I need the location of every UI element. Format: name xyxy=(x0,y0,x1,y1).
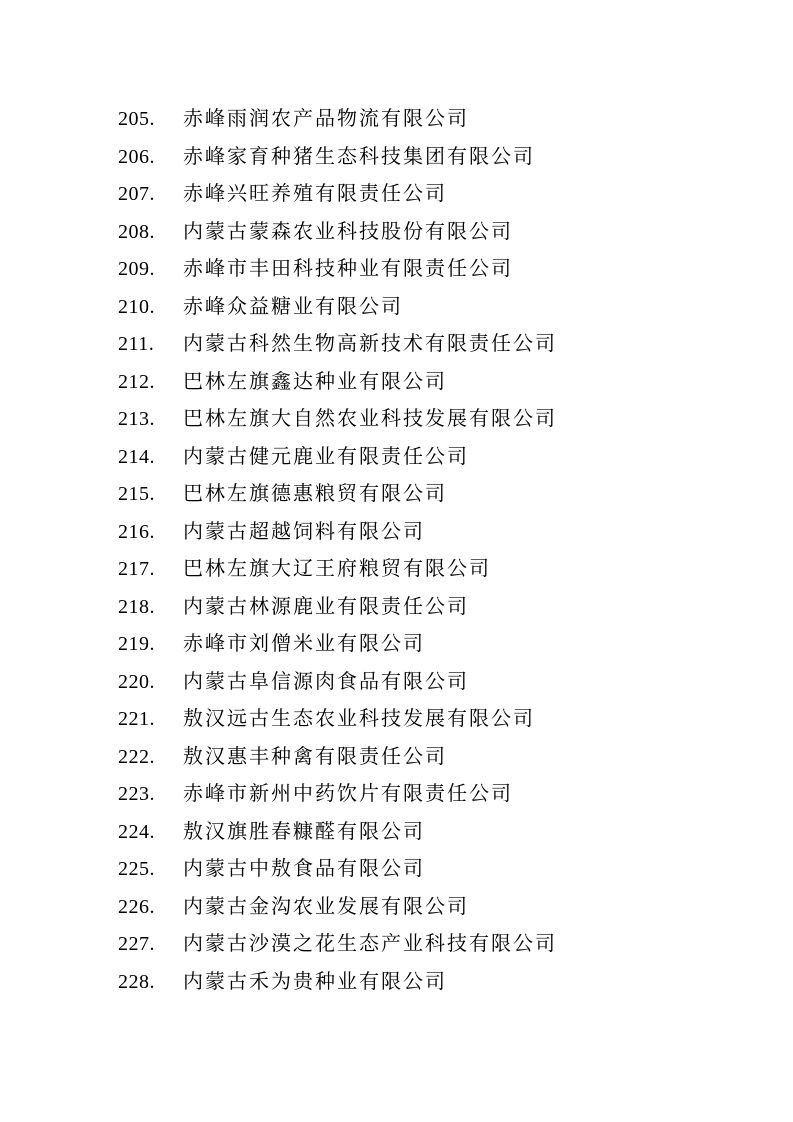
list-item xyxy=(118,101,753,139)
item-number: 210. xyxy=(118,295,155,318)
list-item xyxy=(118,289,753,327)
item-number: 224. xyxy=(118,820,155,843)
list-item xyxy=(118,739,753,777)
company-list xyxy=(118,101,753,1001)
item-number: 206. xyxy=(118,145,155,168)
item-number: 211. xyxy=(118,333,155,355)
item-number: 209. xyxy=(118,258,155,280)
company-name: 赤峰众益糖业有限公司 xyxy=(183,295,403,318)
list-item xyxy=(118,514,753,552)
list-item xyxy=(118,589,753,627)
list-item xyxy=(118,326,753,364)
list-item xyxy=(118,926,753,964)
item-number: 213. xyxy=(118,408,155,430)
item-number: 226. xyxy=(118,895,155,918)
item-number: 219. xyxy=(118,633,155,655)
item-number: 227. xyxy=(118,933,155,955)
item-number: 217. xyxy=(118,558,155,580)
item-number: 208. xyxy=(118,220,155,243)
company-name: 赤峰雨润农产品物流有限公司 xyxy=(183,108,469,130)
item-number: 205. xyxy=(118,108,155,130)
company-name: 内蒙古金沟农业发展有限公司 xyxy=(183,895,469,918)
item-number: 212. xyxy=(118,370,155,393)
list-item xyxy=(118,626,753,664)
company-name: 敖汉远古生态农业科技发展有限公司 xyxy=(183,708,535,730)
company-name: 巴林左旗鑫达种业有限公司 xyxy=(183,370,447,393)
company-name: 内蒙古科然生物高新技术有限责任公司 xyxy=(183,333,557,355)
company-name: 内蒙古阜信源肉食品有限公司 xyxy=(183,670,469,693)
list-item xyxy=(118,851,753,889)
company-name: 赤峰市丰田科技种业有限责任公司 xyxy=(183,258,513,280)
company-name: 内蒙古林源鹿业有限责任公司 xyxy=(183,595,469,618)
item-number: 222. xyxy=(118,745,155,768)
company-name: 内蒙古健元鹿业有限责任公司 xyxy=(183,445,469,468)
company-name: 内蒙古沙漠之花生态产业科技有限公司 xyxy=(183,933,557,955)
item-number: 225. xyxy=(118,858,155,880)
company-name: 内蒙古超越饲料有限公司 xyxy=(183,520,425,543)
company-name: 内蒙古禾为贵种业有限公司 xyxy=(183,970,447,993)
list-item xyxy=(118,664,753,702)
item-number: 221. xyxy=(118,708,155,730)
list-item xyxy=(118,214,753,252)
item-number: 218. xyxy=(118,595,155,618)
company-name: 赤峰兴旺养殖有限责任公司 xyxy=(183,183,447,205)
item-number: 228. xyxy=(118,970,155,993)
company-name: 巴林左旗德惠粮贸有限公司 xyxy=(183,483,447,505)
company-name: 赤峰家育种猪生态科技集团有限公司 xyxy=(183,145,535,168)
list-item xyxy=(118,964,753,1002)
list-item xyxy=(118,776,753,814)
list-item xyxy=(118,364,753,402)
item-number: 223. xyxy=(118,783,155,805)
list-item xyxy=(118,439,753,477)
list-item xyxy=(118,551,753,589)
list-item xyxy=(118,476,753,514)
company-name: 巴林左旗大辽王府粮贸有限公司 xyxy=(183,558,491,580)
list-item xyxy=(118,701,753,739)
item-number: 220. xyxy=(118,670,155,693)
company-name: 赤峰市刘僧米业有限公司 xyxy=(183,633,425,655)
list-item xyxy=(118,401,753,439)
item-number: 214. xyxy=(118,445,155,468)
company-name: 巴林左旗大自然农业科技发展有限公司 xyxy=(183,408,557,430)
list-item xyxy=(118,176,753,214)
list-item xyxy=(118,139,753,177)
company-name: 敖汉旗胜春糠醛有限公司 xyxy=(183,820,425,843)
company-name: 内蒙古蒙森农业科技股份有限公司 xyxy=(183,220,513,243)
company-name: 赤峰市新州中药饮片有限责任公司 xyxy=(183,783,513,805)
item-number: 215. xyxy=(118,483,155,505)
list-item xyxy=(118,251,753,289)
list-item xyxy=(118,889,753,927)
list-item xyxy=(118,814,753,852)
item-number: 216. xyxy=(118,520,155,543)
company-name: 内蒙古中敖食品有限公司 xyxy=(183,858,425,880)
item-number: 207. xyxy=(118,183,155,205)
company-name: 敖汉惠丰种禽有限责任公司 xyxy=(183,745,447,768)
